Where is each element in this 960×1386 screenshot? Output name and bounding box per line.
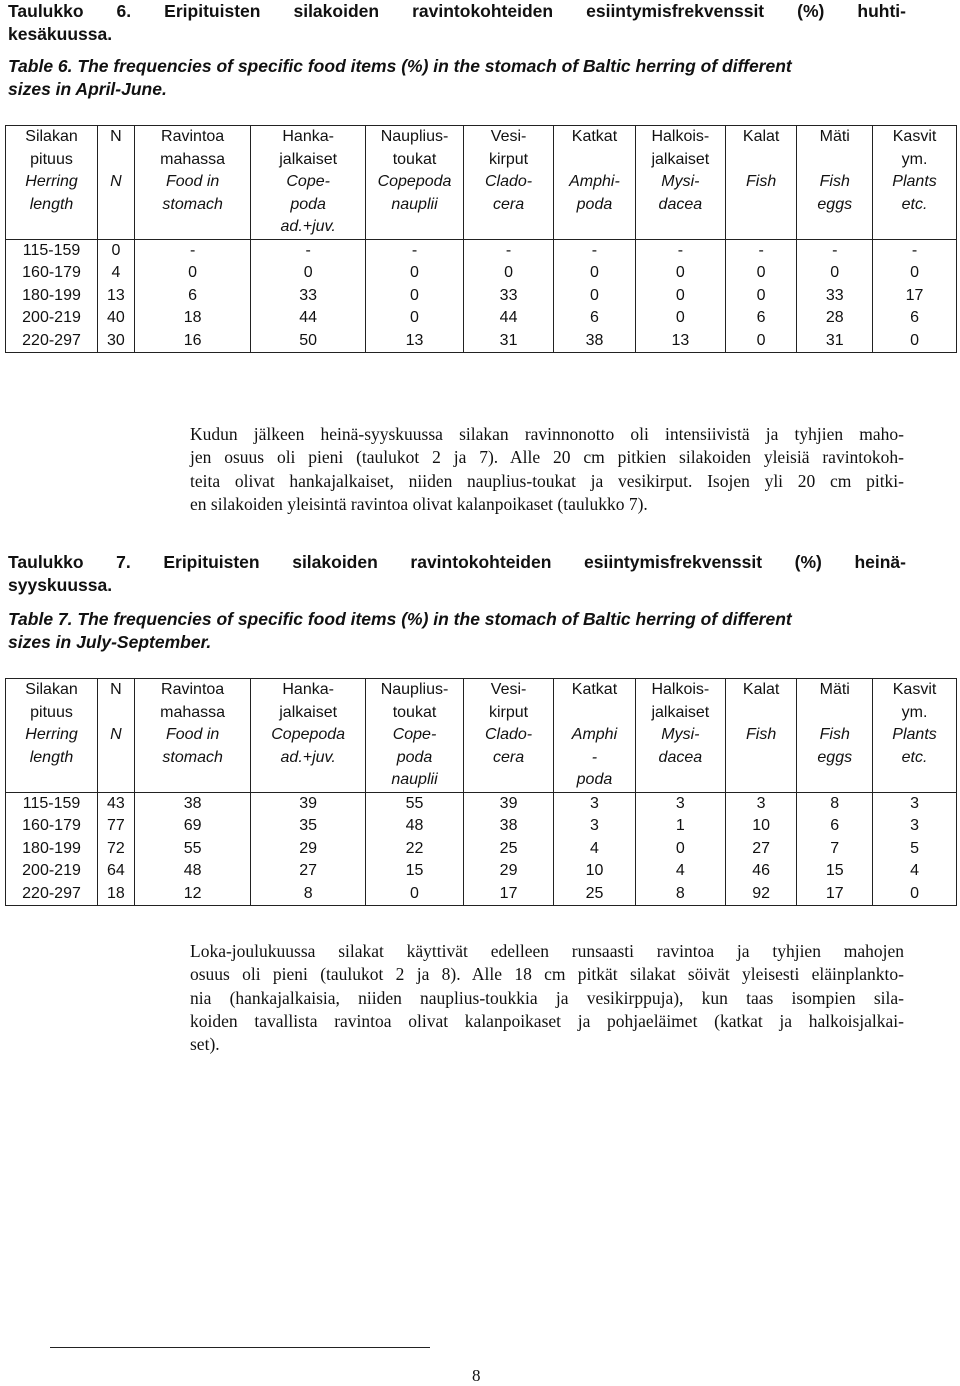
header-en-text: cera bbox=[493, 195, 525, 213]
value-cell: 0 bbox=[365, 307, 463, 330]
header-en-text: Herring bbox=[25, 173, 78, 190]
header-en-text: Mysi- bbox=[661, 173, 700, 190]
value-cell: 6 bbox=[725, 307, 797, 330]
header-en-text: cera bbox=[493, 748, 525, 766]
value-cell: 10 bbox=[725, 815, 797, 838]
header-fi-text bbox=[100, 149, 132, 172]
header-fi-text: jalkaiset bbox=[279, 703, 338, 721]
value-cell: 72 bbox=[98, 838, 135, 861]
value-cell: 18 bbox=[134, 307, 251, 330]
header-en-text: stomach bbox=[162, 748, 223, 766]
value-cell: 5 bbox=[873, 838, 957, 861]
column-header bbox=[554, 679, 636, 793]
column-header bbox=[365, 126, 463, 240]
value-cell: 4 bbox=[98, 262, 135, 285]
value-cell: 0 bbox=[635, 307, 725, 330]
column-header bbox=[725, 126, 797, 240]
header-fi-text: jalkaiset bbox=[651, 150, 710, 168]
header-fi-text: kirput bbox=[489, 703, 529, 721]
table7-caption-en bbox=[8, 608, 906, 654]
value-cell: 29 bbox=[464, 860, 554, 883]
value-cell: 0 bbox=[873, 330, 957, 353]
value-cell: 27 bbox=[251, 860, 366, 883]
column-header bbox=[134, 679, 251, 793]
header-en-text: Herring bbox=[25, 726, 78, 743]
column-header bbox=[797, 126, 873, 240]
header-en-text: stomach bbox=[162, 195, 223, 213]
value-cell: 15 bbox=[797, 860, 873, 883]
value-cell: 0 bbox=[365, 262, 463, 285]
column-header bbox=[98, 126, 135, 240]
value-cell: 31 bbox=[797, 330, 873, 353]
table7-caption-en-line2: sizes in July-September. bbox=[8, 632, 212, 652]
value-cell: 77 bbox=[98, 815, 135, 838]
column-header bbox=[797, 679, 873, 793]
length-class-cell: 180-199 bbox=[6, 838, 98, 861]
value-cell: 48 bbox=[365, 815, 463, 838]
value-cell: 27 bbox=[725, 838, 797, 861]
length-class-cell: 115-159 bbox=[6, 792, 98, 815]
header-fi-text bbox=[728, 149, 795, 172]
table-row bbox=[6, 815, 957, 838]
table7 bbox=[5, 678, 957, 906]
header-en-text: Copepoda bbox=[271, 726, 346, 743]
value-cell: 22 bbox=[365, 838, 463, 861]
value-cell: 16 bbox=[134, 330, 251, 353]
value-cell: 4 bbox=[635, 860, 725, 883]
table6-caption-fi-line2: kesäkuussa. bbox=[8, 24, 113, 44]
value-cell: - bbox=[873, 239, 957, 262]
value-cell: 0 bbox=[873, 883, 957, 906]
table-row bbox=[6, 262, 957, 285]
header-fi-text: Silakan bbox=[25, 681, 78, 698]
table-row bbox=[6, 239, 957, 262]
value-cell: 0 bbox=[464, 262, 554, 285]
header-fi-text: Kalat bbox=[742, 128, 780, 145]
value-cell: 13 bbox=[98, 285, 135, 308]
length-class-cell: 220-297 bbox=[6, 883, 98, 906]
value-cell: 6 bbox=[873, 307, 957, 330]
header-fi-text: pituus bbox=[30, 150, 73, 168]
value-cell: 55 bbox=[134, 838, 251, 861]
value-cell: 38 bbox=[554, 330, 636, 353]
table6-caption-en bbox=[8, 55, 906, 101]
value-cell: 0 bbox=[365, 285, 463, 308]
value-cell: 15 bbox=[365, 860, 463, 883]
header-fi-text: Nauplius- bbox=[380, 128, 449, 145]
table-row bbox=[6, 307, 957, 330]
header-en-text: eggs bbox=[817, 195, 853, 213]
column-header bbox=[554, 126, 636, 240]
header-en-text: Clado- bbox=[485, 726, 533, 743]
value-cell: 13 bbox=[635, 330, 725, 353]
value-cell: 0 bbox=[365, 883, 463, 906]
header-fi-text: mahassa bbox=[160, 150, 226, 168]
paragraph-line: Kudun jälkeen heinä-syyskuussa silakan ravinnonotto oli intensiivistä ja tyhjien maho- bbox=[190, 424, 904, 444]
value-cell: 33 bbox=[251, 285, 366, 308]
header-fi-text bbox=[556, 149, 633, 172]
column-header bbox=[6, 679, 98, 793]
header-en-text: dacea bbox=[658, 195, 703, 213]
header-en-text bbox=[100, 194, 132, 217]
header-en-text: eggs bbox=[817, 748, 853, 766]
column-header bbox=[635, 126, 725, 240]
header-en-text bbox=[728, 747, 795, 770]
length-class-cell: 160-179 bbox=[6, 815, 98, 838]
value-cell: 0 bbox=[797, 262, 873, 285]
header-fi-text: Halkois- bbox=[651, 128, 710, 145]
header-en-text: Cope- bbox=[286, 173, 330, 190]
header-fi-text bbox=[728, 702, 795, 725]
table-header-row bbox=[6, 679, 957, 793]
value-cell: 0 bbox=[98, 239, 135, 262]
value-cell: - bbox=[635, 239, 725, 262]
table7-caption-fi-line2: syyskuussa. bbox=[8, 575, 113, 595]
value-cell: 31 bbox=[464, 330, 554, 353]
value-cell: 69 bbox=[134, 815, 251, 838]
value-cell: 12 bbox=[134, 883, 251, 906]
value-cell: 25 bbox=[554, 883, 636, 906]
paragraph-line: Loka-joulukuussa silakat käyttivät edelleen runsaasti ravintoa ja tyhjien mahojen bbox=[190, 941, 904, 961]
value-cell: 0 bbox=[725, 262, 797, 285]
header-en-text: N bbox=[110, 173, 122, 190]
header-en-text bbox=[728, 194, 795, 217]
value-cell: - bbox=[554, 239, 636, 262]
value-cell: 39 bbox=[251, 792, 366, 815]
header-fi-text: toukat bbox=[392, 703, 437, 721]
value-cell: 0 bbox=[554, 262, 636, 285]
value-cell: 3 bbox=[554, 815, 636, 838]
length-class-cell: 200-219 bbox=[6, 860, 98, 883]
value-cell: 0 bbox=[554, 285, 636, 308]
paragraph-line: en silakoiden yleisintä ravintoa olivat kalanpoikaset (taulukko 7). bbox=[190, 493, 648, 514]
table6-caption-en-line2: sizes in April-June. bbox=[8, 79, 167, 99]
header-en-text: Fish bbox=[819, 726, 850, 743]
value-cell: 43 bbox=[98, 792, 135, 815]
value-cell: 17 bbox=[797, 883, 873, 906]
table-row bbox=[6, 860, 957, 883]
table7-caption bbox=[8, 551, 906, 597]
value-cell: 25 bbox=[464, 838, 554, 861]
header-fi-text: Nauplius- bbox=[380, 681, 449, 698]
value-cell: 4 bbox=[554, 838, 636, 861]
header-en-text: dacea bbox=[658, 748, 703, 766]
header-fi-text: ym. bbox=[901, 703, 928, 721]
header-fi-text: Mäti bbox=[819, 128, 850, 145]
value-cell: 46 bbox=[725, 860, 797, 883]
value-cell: 18 bbox=[98, 883, 135, 906]
header-en-text: N bbox=[110, 726, 122, 743]
header-fi-text: Hanka- bbox=[282, 128, 334, 145]
value-cell: - bbox=[464, 239, 554, 262]
value-cell: 38 bbox=[134, 792, 251, 815]
table6-caption-fi-line1: Taulukko 6. Eripituisten silakoiden ravintokohteiden esiintymisfrekvenssit (%) huhti- bbox=[8, 1, 906, 21]
header-fi-text: Mäti bbox=[819, 681, 850, 698]
header-en-text: Food in bbox=[165, 173, 220, 190]
header-fi-text: mahassa bbox=[160, 703, 226, 721]
value-cell: 8 bbox=[251, 883, 366, 906]
column-header bbox=[98, 679, 135, 793]
value-cell: 33 bbox=[797, 285, 873, 308]
table-row bbox=[6, 285, 957, 308]
header-en-text: Clado- bbox=[485, 173, 533, 190]
value-cell: 39 bbox=[464, 792, 554, 815]
value-cell: 3 bbox=[725, 792, 797, 815]
value-cell: 64 bbox=[98, 860, 135, 883]
length-class-cell: 180-199 bbox=[6, 285, 98, 308]
header-en-text: - bbox=[591, 748, 598, 766]
header-en-text: Mysi- bbox=[661, 726, 700, 743]
column-header bbox=[635, 679, 725, 793]
header-fi-text bbox=[556, 702, 633, 725]
value-cell: 3 bbox=[873, 815, 957, 838]
header-en-text: poda bbox=[576, 771, 613, 788]
value-cell: 33 bbox=[464, 285, 554, 308]
value-cell: 0 bbox=[251, 262, 366, 285]
header-en-text: poda bbox=[576, 195, 613, 213]
paragraph-line: teita olivat hankajalkaiset, niiden nauplius-toukat ja vesikirput. Isojen yli 20 cm pitki- bbox=[190, 470, 904, 491]
header-fi-text bbox=[799, 702, 870, 725]
table-row bbox=[6, 883, 957, 906]
value-cell: 55 bbox=[365, 792, 463, 815]
value-cell: 0 bbox=[134, 262, 251, 285]
header-en-text: poda bbox=[290, 195, 326, 213]
value-cell: 0 bbox=[725, 330, 797, 353]
value-cell: - bbox=[725, 239, 797, 262]
paragraph-after-table7 bbox=[190, 940, 904, 1056]
table-row bbox=[6, 792, 957, 815]
header-en-text: ad.+juv. bbox=[280, 748, 336, 766]
header-fi-text: Katkat bbox=[571, 128, 618, 145]
header-en-text: length bbox=[29, 195, 74, 213]
value-cell: 3 bbox=[554, 792, 636, 815]
value-cell: 38 bbox=[464, 815, 554, 838]
table7-caption-en-line1: Table 7. The frequencies of specific food items (%) in the stomach of Baltic herring of different bbox=[8, 609, 792, 629]
header-fi-text: Halkois- bbox=[651, 681, 710, 698]
header-fi-text: N bbox=[110, 128, 122, 145]
header-fi-text: Hanka- bbox=[282, 681, 334, 698]
header-en-text: Fish bbox=[819, 173, 850, 190]
value-cell: 48 bbox=[134, 860, 251, 883]
header-en-text: Fish bbox=[746, 726, 777, 743]
header-en-text: Copepoda bbox=[377, 173, 452, 190]
header-fi-text: Silakan bbox=[25, 128, 78, 145]
table-header-row bbox=[6, 126, 957, 240]
value-cell: 4 bbox=[873, 860, 957, 883]
value-cell: 0 bbox=[635, 838, 725, 861]
column-header bbox=[873, 126, 957, 240]
header-fi-text: jalkaiset bbox=[279, 150, 338, 168]
paragraph-line: osuus oli pieni (taulukot 2 ja 8). Alle 18 cm pitkät silakat söivät yleisesti eläinplankto- bbox=[190, 964, 904, 985]
paragraph-after-table6 bbox=[190, 423, 904, 516]
length-class-cell: 160-179 bbox=[6, 262, 98, 285]
header-fi-text: Kasvit bbox=[892, 681, 937, 698]
value-cell: 30 bbox=[98, 330, 135, 353]
paragraph-line: koiden tavallista ravintoa olivat kalanpoikaset ja pohjaeläimet (katkat ja halkoisjalkai- bbox=[190, 1010, 904, 1031]
header-en-text bbox=[100, 747, 132, 770]
value-cell: 0 bbox=[635, 285, 725, 308]
value-cell: 17 bbox=[464, 883, 554, 906]
header-en-text: Amphi bbox=[571, 726, 618, 743]
column-header bbox=[365, 679, 463, 793]
value-cell: 3 bbox=[635, 792, 725, 815]
value-cell: 3 bbox=[873, 792, 957, 815]
table7-caption-fi-line1: Taulukko 7. Eripituisten silakoiden ravintokohteiden esiintymisfrekvenssit (%) heinä- bbox=[8, 552, 906, 572]
header-fi-text: Ravintoa bbox=[161, 128, 225, 145]
value-cell: 0 bbox=[725, 285, 797, 308]
value-cell: 44 bbox=[251, 307, 366, 330]
header-fi-text: ym. bbox=[901, 150, 928, 168]
header-en-text: length bbox=[29, 748, 74, 766]
value-cell: 13 bbox=[365, 330, 463, 353]
paragraph-line: nia (hankajalkaisia, niiden nauplius-toukkia ja vesikirppuja), kun taas isompien sila- bbox=[190, 987, 904, 1008]
value-cell: 50 bbox=[251, 330, 366, 353]
header-fi-text: toukat bbox=[392, 150, 437, 168]
column-header bbox=[725, 679, 797, 793]
value-cell: 1 bbox=[635, 815, 725, 838]
value-cell: 8 bbox=[635, 883, 725, 906]
table6-caption bbox=[8, 0, 906, 46]
header-fi-text: jalkaiset bbox=[651, 703, 710, 721]
header-en-text: etc. bbox=[901, 195, 928, 213]
header-en-text: Fish bbox=[746, 173, 777, 190]
footer-rule bbox=[50, 1347, 430, 1348]
column-header bbox=[134, 126, 251, 240]
column-header bbox=[464, 679, 554, 793]
value-cell: 29 bbox=[251, 838, 366, 861]
value-cell: 44 bbox=[464, 307, 554, 330]
paragraph-line: set). bbox=[190, 1034, 220, 1055]
value-cell: - bbox=[797, 239, 873, 262]
value-cell: 10 bbox=[554, 860, 636, 883]
header-en-text: Amphi- bbox=[569, 173, 620, 190]
header-en-text: etc. bbox=[901, 748, 928, 766]
value-cell: 28 bbox=[797, 307, 873, 330]
header-en-text: ad.+juv. bbox=[280, 218, 336, 235]
header-fi-text bbox=[100, 702, 132, 725]
value-cell: 6 bbox=[797, 815, 873, 838]
value-cell: 92 bbox=[725, 883, 797, 906]
header-en-text: Plants bbox=[892, 726, 937, 743]
header-en-text: Plants bbox=[892, 173, 937, 190]
header-en-text: Cope- bbox=[392, 726, 437, 743]
page-number: 8 bbox=[472, 1366, 481, 1385]
header-fi-text: pituus bbox=[30, 703, 73, 721]
value-cell: 7 bbox=[797, 838, 873, 861]
header-en-text: Food in bbox=[165, 726, 220, 743]
value-cell: 0 bbox=[635, 262, 725, 285]
header-fi-text: N bbox=[110, 681, 122, 698]
table6 bbox=[5, 125, 957, 353]
column-header bbox=[6, 126, 98, 240]
column-header bbox=[251, 679, 366, 793]
table-row bbox=[6, 838, 957, 861]
value-cell: 6 bbox=[554, 307, 636, 330]
value-cell: - bbox=[251, 239, 366, 262]
column-header bbox=[873, 679, 957, 793]
length-class-cell: 200-219 bbox=[6, 307, 98, 330]
value-cell: - bbox=[365, 239, 463, 262]
value-cell: 6 bbox=[134, 285, 251, 308]
column-header bbox=[251, 126, 366, 240]
value-cell: 35 bbox=[251, 815, 366, 838]
value-cell: 8 bbox=[797, 792, 873, 815]
value-cell: 40 bbox=[98, 307, 135, 330]
header-fi-text: Vesi- bbox=[490, 681, 527, 698]
header-fi-text: Kalat bbox=[742, 681, 780, 698]
length-class-cell: 220-297 bbox=[6, 330, 98, 353]
header-en-text: poda bbox=[396, 748, 433, 766]
table6-caption-en-line1: Table 6. The frequencies of specific food items (%) in the stomach of Baltic herring of different bbox=[8, 56, 792, 76]
value-cell: 0 bbox=[873, 262, 957, 285]
value-cell: 17 bbox=[873, 285, 957, 308]
value-cell: - bbox=[134, 239, 251, 262]
header-fi-text bbox=[799, 149, 870, 172]
header-fi-text: kirput bbox=[489, 150, 529, 168]
length-class-cell: 115-159 bbox=[6, 239, 98, 262]
column-header bbox=[464, 126, 554, 240]
table-row bbox=[6, 330, 957, 353]
header-fi-text: Kasvit bbox=[892, 128, 937, 145]
header-fi-text: Katkat bbox=[571, 681, 618, 698]
header-en-text: nauplii bbox=[391, 195, 438, 213]
header-en-text: nauplii bbox=[391, 771, 438, 788]
header-fi-text: Vesi- bbox=[490, 128, 527, 145]
header-fi-text: Ravintoa bbox=[161, 681, 225, 698]
paragraph-line: jen osuus oli pieni (taulukot 2 ja 7). Alle 20 cm pitkien silakoiden yleisiä ravintokoh- bbox=[190, 447, 904, 468]
